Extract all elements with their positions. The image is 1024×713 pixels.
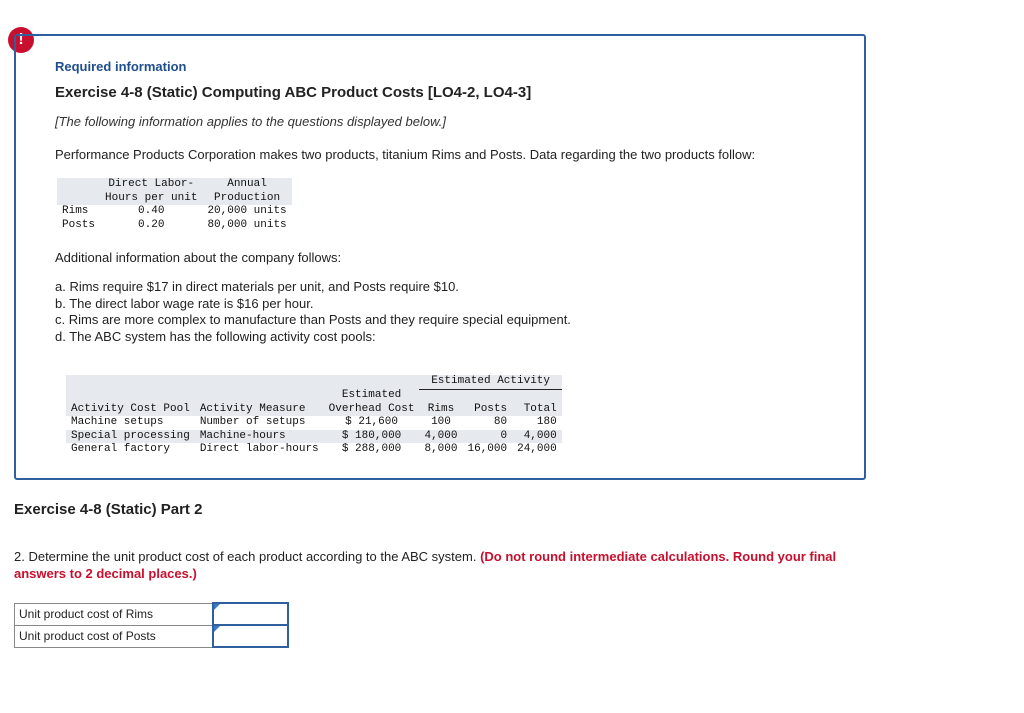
overhead-cost-cell: $ 180,000 — [324, 430, 420, 444]
table-row — [57, 219, 292, 233]
unit-cost-rims-input[interactable] — [214, 605, 287, 623]
products-header-cell: Direct Labor- Hours per unit — [100, 178, 202, 205]
total-activity-cell: 24,000 — [517, 443, 557, 455]
products-header-row — [57, 178, 292, 205]
unit-cost-posts-input[interactable] — [214, 627, 287, 645]
question-prompt: 2. Determine the unit product cost of each product according to the ABC system. — [14, 549, 481, 564]
labor-hours-cell: 0.40 — [138, 205, 165, 217]
answer-input-cell-rims — [213, 603, 288, 625]
header-rims: Rims — [419, 389, 462, 416]
activity-measure-cell: Direct labor-hours — [199, 443, 319, 455]
additional-info-list — [55, 279, 571, 345]
list-item: d. The ABC system has the following activity cost pools: — [55, 328, 376, 344]
product-name: Rims — [62, 205, 89, 217]
answer-row — [15, 603, 289, 625]
applies-note: [The following information applies to the questions displayed below.] — [55, 114, 446, 129]
answer-input-cell-posts — [213, 625, 288, 647]
table-row — [57, 205, 292, 219]
answer-label-posts: Unit product cost of Posts — [15, 625, 214, 647]
overhead-cost-cell: $ 21,600 — [345, 416, 398, 428]
exercise-title: Exercise 4-8 (Static) Computing ABC Product Costs [LO4-2, LO4-3] — [55, 84, 532, 101]
required-information-label: Required information — [55, 59, 187, 74]
posts-activity-cell: 80 — [493, 416, 508, 428]
estimated-activity-header: Estimated Activity — [419, 375, 561, 389]
group-header-row — [66, 375, 562, 389]
products-table — [57, 178, 292, 232]
activity-measure-cell: Number of setups — [199, 416, 306, 428]
header-total: Total — [512, 389, 562, 416]
header-posts: Posts — [463, 389, 513, 416]
part-title: Exercise 4-8 (Static) Part 2 — [14, 501, 203, 518]
table-row — [66, 416, 562, 430]
activity-cost-pool-cell: Special processing — [66, 430, 195, 444]
labor-hours-cell: 0.20 — [138, 218, 165, 231]
total-activity-cell: 180 — [536, 416, 557, 428]
total-activity-cell: 4,000 — [512, 430, 562, 444]
answer-table — [14, 602, 289, 648]
header-estimated-overhead-cost: Estimated Overhead Cost — [324, 389, 420, 416]
annual-production-cell: 80,000 units — [207, 218, 287, 231]
activity-cost-pool-table — [66, 375, 562, 457]
column-header-row — [66, 389, 562, 416]
activity-measure-cell: Machine-hours — [195, 430, 324, 444]
additional-info-heading: Additional information about the company follows: — [55, 250, 342, 265]
header-activity-measure: Activity Measure — [195, 389, 324, 416]
spacer-cell — [66, 375, 419, 389]
products-header-cell — [57, 178, 100, 205]
header-activity-cost-pool: Activity Cost Pool — [66, 389, 195, 416]
rims-activity-cell: 4,000 — [419, 430, 462, 444]
list-item: a. Rims require $17 in direct materials per unit, and Posts require $10. — [55, 279, 459, 294]
answer-label-rims: Unit product cost of Rims — [15, 603, 214, 625]
rims-activity-cell: 100 — [431, 416, 451, 428]
list-item: c. Rims are more complex to manufacture than Posts and they require special equipment. — [55, 312, 571, 327]
overhead-cost-cell: $ 288,000 — [341, 443, 402, 455]
rounding-instruction: (Do not round intermediate calculations. Round your final answers to 2 decimal places.) — [14, 549, 837, 581]
table-row — [66, 443, 562, 457]
posts-activity-cell: 16,000 — [467, 443, 508, 455]
answer-row — [15, 625, 289, 647]
list-item: b. The direct labor wage rate is $16 per hour. — [55, 295, 314, 311]
rims-activity-cell: 8,000 — [424, 443, 458, 455]
product-name: Posts — [62, 218, 96, 231]
question-text — [14, 548, 854, 582]
intro-text: Performance Products Corporation makes two products, titanium Rims and Posts. Data regarding the two products follow: — [55, 147, 756, 162]
activity-cost-pool-cell: General factory — [71, 443, 171, 455]
required-information-panel — [14, 34, 866, 480]
alert-icon: ! — [8, 27, 34, 53]
products-header-cell: Annual Production — [202, 178, 291, 205]
activity-cost-pool-cell: Machine setups — [71, 416, 164, 428]
posts-activity-cell: 0 — [463, 430, 513, 444]
table-row — [66, 430, 562, 444]
annual-production-cell: 20,000 units — [207, 205, 287, 217]
